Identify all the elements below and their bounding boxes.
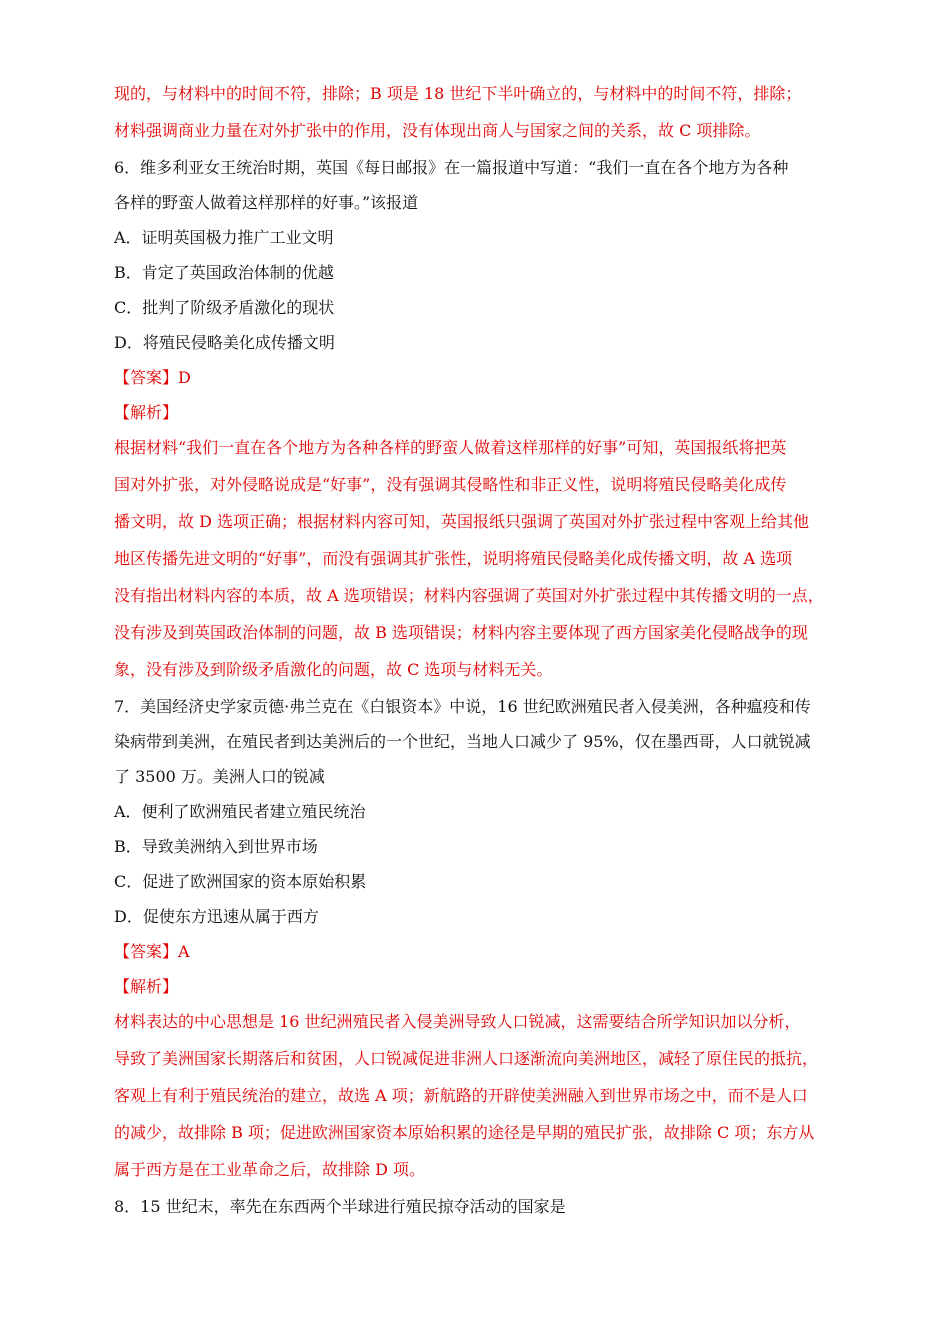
previous-explanation — [114, 82, 844, 143]
answer-value: A — [178, 942, 190, 961]
analysis-line: 没有指出材料内容的本质，故 A 选项错误；材料内容强调了英国对外扩张过程中其传播文明的一点， — [114, 586, 824, 605]
analysis-line: 象，没有涉及到阶级矛盾激化的问题，故 C 选项与材料无关。 — [114, 660, 553, 679]
analysis-line: 没有涉及到英国政治体制的问题，故 B 选项错误；材料内容主要体现了西方国家美化侵略战争的现 — [114, 623, 808, 642]
question-stem: 6．维多利亚女王统治时期，英国《每日邮报》在一篇报道中写道：“我们一直在各个地方为各种 — [114, 158, 789, 177]
analysis-body — [114, 436, 844, 682]
question-stem: 8．15 世纪末，率先在东西两个半球进行殖民掠夺活动的国家是 — [114, 1197, 566, 1216]
question-7 — [114, 695, 844, 1182]
analysis-line: 播文明，故 D 选项正确；根据材料内容可知，英国报纸只强调了英国对外扩张过程中客观上给其他 — [114, 512, 810, 531]
answer-line — [114, 366, 844, 390]
option-c: C．促进了欧洲国家的资本原始积累 — [114, 872, 367, 891]
analysis-line: 客观上有利于殖民统治的建立，故选 A 项；新航路的开辟使美洲融入到世界市场之中，而不是人口 — [114, 1086, 808, 1105]
analysis-label: 【解析】 — [114, 403, 179, 422]
question-8 — [114, 1195, 844, 1219]
analysis-line: 地区传播先进文明的“好事”，而没有强调其扩张性，说明将殖民侵略美化成传播文明，故 A 选项 — [114, 549, 793, 568]
option-b: B．肯定了英国政治体制的优越 — [114, 263, 334, 282]
analysis-line: 属于西方是在工业革命之后，故排除 D 项。 — [114, 1160, 426, 1179]
document-page — [114, 82, 844, 1230]
option-a: A．便利了欧洲殖民者建立殖民统治 — [114, 802, 366, 821]
question-stem: 各样的野蛮人做着这样那样的好事。”该报道 — [114, 193, 419, 212]
option-c: C．批判了阶级矛盾激化的现状 — [114, 298, 335, 317]
explanation-line: 材料强调商业力量在对外扩张中的作用，没有体现出商人与国家之间的关系，故 C 项排除。 — [114, 121, 761, 140]
question-stem: 7．美国经济史学家贡德·弗兰克在《白银资本》中说，16 世纪欧洲殖民者入侵美洲，各种瘟疫和传 — [114, 697, 811, 716]
option-d: D．促使东方迅速从属于西方 — [114, 907, 319, 926]
answer-line — [114, 940, 844, 964]
option-d: D．将殖民侵略美化成传播文明 — [114, 333, 335, 352]
question-stem: 染病带到美洲，在殖民者到达美洲后的一个世纪，当地人口减少了 95%，仅在墨西哥，人口就锐减 — [114, 732, 811, 751]
explanation-line: 现的，与材料中的时间不符，排除；B 项是 18 世纪下半叶确立的，与材料中的时间不符，排除； — [114, 84, 802, 103]
analysis-line: 材料表达的中心思想是 16 世纪洲殖民者入侵美洲导致人口锐减，这需要结合所学知识加以分析， — [114, 1012, 801, 1031]
analysis-label: 【解析】 — [114, 977, 179, 996]
analysis-line: 导致了美洲国家长期落后和贫困，人口锐减促进非洲人口逐渐流向美洲地区，减轻了原住民的抵抗， — [114, 1049, 819, 1068]
analysis-line: 国对外扩张，对外侵略说成是“好事”，没有强调其侵略性和非正义性，说明将殖民侵略美化成传 — [114, 475, 787, 494]
analysis-line: 根据材料“我们一直在各个地方为各种各样的野蛮人做着这样那样的好事”可知，英国报纸将把英 — [114, 438, 787, 457]
analysis-body — [114, 1010, 844, 1182]
option-b: B．导致美洲纳入到世界市场 — [114, 837, 318, 856]
answer-label: 【答案】 — [114, 942, 179, 961]
answer-value: D — [178, 368, 191, 387]
question-6 — [114, 156, 844, 682]
question-stem: 了 3500 万。美洲人口的锐减 — [114, 767, 325, 786]
option-a: A．证明英国极力推广工业文明 — [114, 228, 334, 247]
analysis-line: 的减少，故排除 B 项；促进欧洲国家资本原始积累的途径是早期的殖民扩张，故排除 C 项；东方从 — [114, 1123, 815, 1142]
answer-label: 【答案】 — [114, 368, 179, 387]
